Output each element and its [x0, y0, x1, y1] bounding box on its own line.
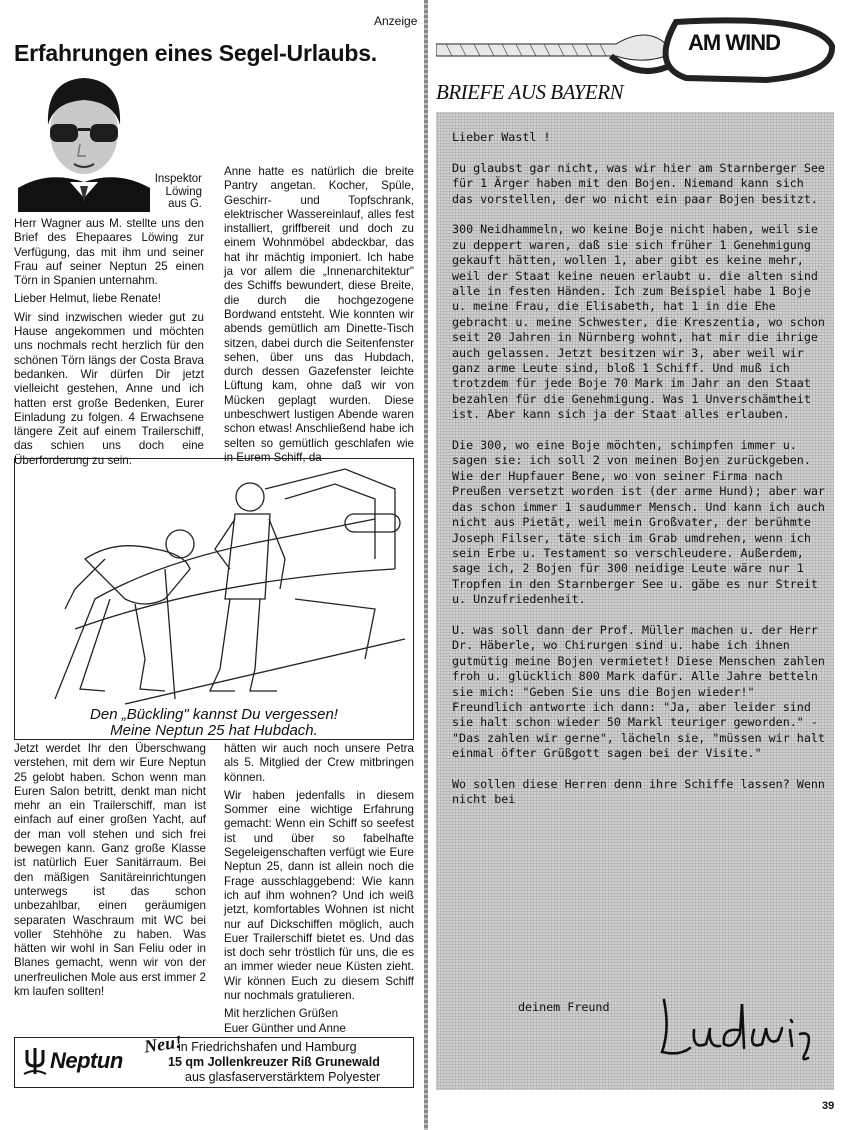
portrait-photo [18, 70, 150, 212]
cartoon-caption: Den „Bückling" kannst Du vergessen! Meine Neptun 25 hat Hubdach. [90, 706, 338, 739]
letter-text: Lieber Wastl ! Du glaubst gar nicht, was wir hier am Starnberger See für 1 Ärger haben mit den Bojen. Niemand kann sich das vorstellen, der wo nicht ein paar Bojen besitzt. 300 Neidhammeln, wo keine Boje nicht haben, weil sie zu deppert waren, daß sie sich früher 1 Genehmigung gekauft hätten, wollen 1, aber gibt es keine mehr, weil der Staat keine neuen erlaubt u. die alten sind alle in festen Händen. Ich zum Beispiel habe 1 Boje u. meine Frau, die Elisabeth, hat 1 in die Ehe gebracht u. meine Schwester, die Kreszentia, wo schon seit 20 Jahren in Nürnberg wohnt, hat mir die ihrige auch gelassen. Jetzt besitzen wir 3, aber weil wir ganz arme Leute sind, bloß 1 Schiff. Und muß ich trotzdem für jede Boje 70 Mark im Jahr an den Staat bezahlen für die Genehmigung. Was 1 Unverschämtheit ist. Aber kann sich ja der Staat alles erlauben. Die 300, wo eine Boje möchten, schimpfen immer u. sagen sie: ich soll 2 von meinen Bojen zurückgeben. Wie der Hupfauer Bene, wo von seiner Firma nach Preußen versetzt worden ist (der arme Hund); aber war das schon immer 1 saudummer Mensch. Und kann ich auch nicht aus Pietät, weil mein Großvater, der berühmte Joseph Filser, täte sich im Grab umdrehen, wenn ich sein Erbe u. Testament so verschleudere. Außerdem, sage ich, 2 Bojen für 300 neidige Leute wäre nur 1 Tropfen in den Starnberger See u. gäbe es nur Streit u. Unzufriedenheit. U. was soll dann der Prof. Müller machen u. der Herr Dr. Häberle, wo Chirurgen sind u. habe ich ihnen gutmütig meine Bojen vermietet! Diese Menschen zahlen froh u. glücklich 800 Mark dafür. Alle Jahre betteln sie mich: "Geben Sie uns die Bojen wieder!" Freundlich antworte ich dann: "Ja, aber leider sind sie halt schon wieder 50 Markl teuriger geworden." - "Das zahlen wir gerne", lächeln sie, "müssen wir halt einmal öfter Grüßgott sagen bei der Visite." Wo sollen diese Herren denn ihre Schiffe lassen? Wenn nicht bei [452, 130, 825, 807]
neptun-brand: Neptun [50, 1048, 123, 1073]
cartoon-illustration [14, 458, 414, 740]
article-column-3: Jetzt werdet Ihr den Überschwang verstehen, mit dem wir Eure Neptun 25 gelobt haben. Schon wenn man Euren Salon betritt, denkt man nicht mehr an ein Trailerschiff, man ist einfach auf einer großen Yacht, auf der man voll stehen und sich frei bewegen kann. Ganz große Klasse ist natürlich Euer Sanitärraum. Bei den mäßigen Sanitäreinrichtungen unterwegs ist das schon unbezahlbar, einen geräumigen separaten Waschraum mit WC bei voller Stehhöhe zu haben. Was hätten wir wohl in San Feliu oder in Blanes gemacht, wenn wir von der unerfreulichen Mole aus erst immer 2 km laufen sollten! [14, 742, 206, 999]
ad-label: Anzeige [374, 14, 418, 28]
article-column-1: Herr Wagner aus M. stellte uns den Brief des Ehepaares Löwing zur Verfügung, das mit ihm und seiner Frau auf seiner Neptun 25 einen Törn in Spanien unternahm. Lieber Helmut, liebe Renate! Wir sind inzwischen wieder gut zu Hause angekommen und möchten uns nochmals recht herzlich für den schönen Törn längs der Costa Brava bedanken. Wir dürfen Dir jetzt vielleicht gestehen, Anne und ich hatten erst große Bedenken, Eurer Einladung zu folgen. 4 Erwachsene längere Zeit auf einem Trailerschiff, das schien uns doch eine Überforderung zu sein. [14, 217, 204, 467]
ad-line-2: 15 qm Jollenkreuzer Riß Grunewald [168, 1055, 380, 1069]
neptun-logo [22, 1044, 142, 1080]
column-subtitle: BRIEFE AUS BAYERN [436, 80, 624, 104]
article-column-4: hätten wir auch noch unsere Petra als 5. Mitglied der Crew mitbringen können. Wir haben jedenfalls in diesem Sommer eine wichtige Erfahrung gemacht: Wenn ein Schiff so seefest ist und über so fabelhafte Segeleigenschaften verfügt wie Eure Neptun 25, dann ist allein noch die Frage ausschlaggebend: Wie kann ich auf ihm wohnen? Und ich weiß jetzt, komfortables Wohnen ist nicht nur auf Dickschiffen möglich, auch Euer Trailerschiff bietet es. Und das ist doch sehr tröstlich für uns, die es an immer wieder neue Küsten zieht. Wir können Euch zu diesem Schiff nur nochmals gratulieren. Mit herzlichen Grüßen Euer Günther und Anne [224, 742, 414, 1035]
headline: Erfahrungen eines Segel-Urlaubs. [14, 40, 377, 66]
trident-icon [22, 1044, 48, 1078]
ad-line-1: in Friedrichshafen und Hamburg [178, 1040, 357, 1054]
article-column-2: Anne hatte es natürlich die breite Pantry angetan. Kocher, Spüle, Geschirr- und Topfschrank, elektrischer Wassereinlauf, alles fest installiert, griffbereit und doch zu einem Wohnmöbel abdeckbar, das hat ihr mächtig imponiert. Ich habe ja vor allem die „Innenarchitektur" des Schiffs bewundert, diese Breite, die durch die hochgezogene Bordwand entsteht. Wie konnten wir abends gemütlich am Dinette-Tisch sitzen, dabei durch die Seitenfenster sehen, über uns das Hubdach, durch dessen Gazefenster leichte Lüftung kam, ohne daß wir von Mücken geplagt wurden. Diese unbeschwert lustigen Abende waren schon etwas! Anschließend habe ich selten so gemütlich geschlafen wie in Eurem Schiff, da [224, 165, 414, 464]
column-divider [424, 0, 428, 1130]
column-logo: AM WIND [688, 30, 780, 55]
page-number: 39 [822, 1100, 835, 1112]
cartoon-drawing [15, 459, 413, 707]
letter-signoff: deinem Freund [518, 1000, 610, 1014]
person-caption: Inspektor Löwing aus G. [154, 173, 202, 210]
handwritten-signature [650, 990, 820, 1070]
ad-line-3: aus glasfaserverstärktem Polyester [185, 1070, 381, 1084]
ad-neu-label: Neu! [142, 1031, 184, 1057]
